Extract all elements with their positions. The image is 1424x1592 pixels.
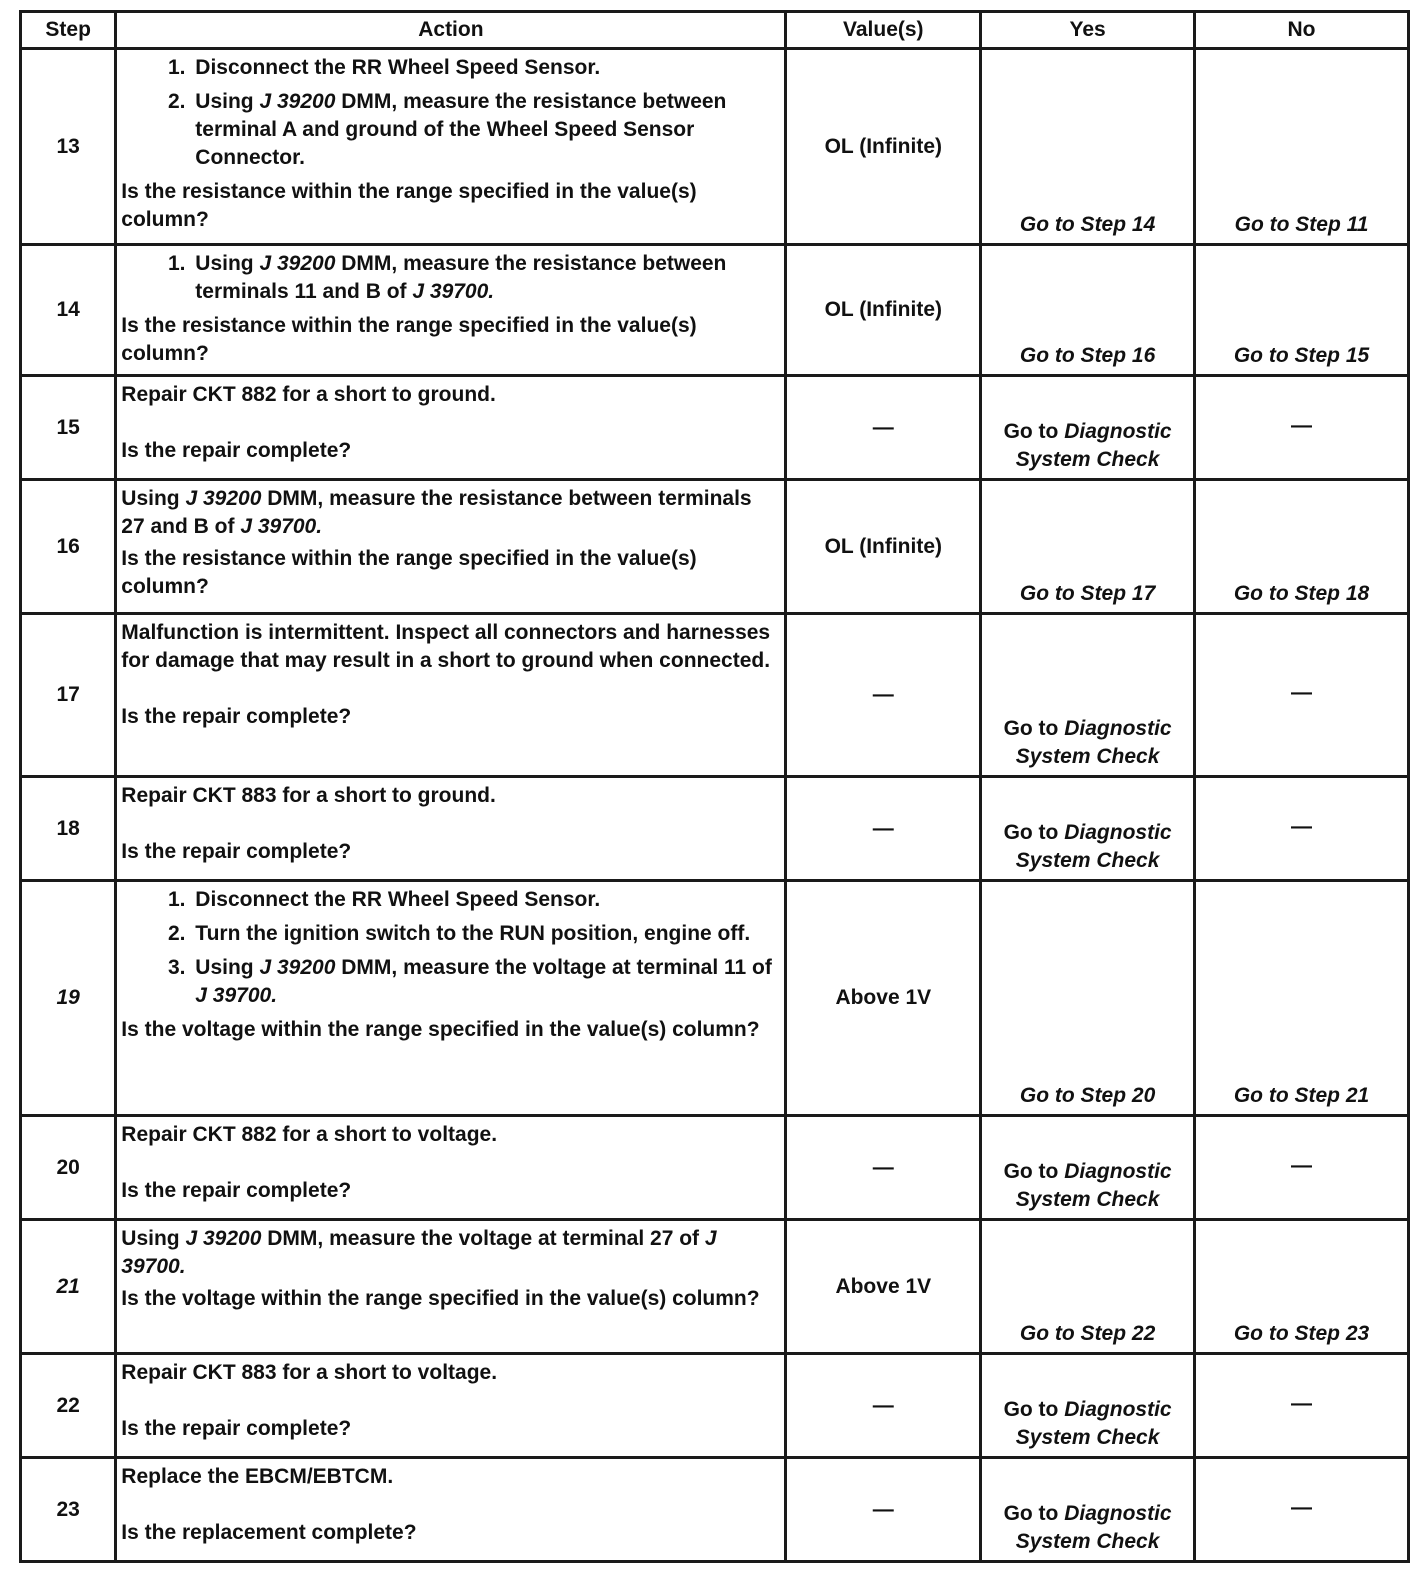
tool-ref: J 39700. — [240, 515, 323, 538]
yes-cell: Go to Diagnostic System Check — [981, 777, 1195, 881]
question: Is the resistance within the range specified in the value(s) column? — [121, 180, 697, 231]
header-yes: Yes — [981, 12, 1195, 49]
action-cell — [116, 1354, 786, 1458]
action-cell — [116, 1116, 786, 1220]
value-cell: — — [786, 376, 981, 480]
no-cell: — — [1195, 777, 1409, 881]
table-row — [21, 480, 1409, 614]
action-cell — [116, 376, 786, 480]
table-row — [21, 245, 1409, 376]
tool-ref: J 39200 — [259, 252, 336, 275]
action-step: 2. Turn the ignition switch to the RUN position, engine off. — [191, 920, 778, 948]
diagnostic-table — [19, 10, 1410, 1563]
question: Is the voltage within the range specified in the value(s) column? — [121, 1287, 760, 1310]
value-cell: — — [786, 614, 981, 777]
value-cell: — — [786, 1116, 981, 1220]
question: Is the repair complete? — [121, 439, 352, 462]
action-step: 1. Disconnect the RR Wheel Speed Sensor. — [191, 886, 778, 914]
value-cell: OL (Infinite) — [786, 245, 981, 376]
diag-check-link: Diagnostic System Check — [1015, 420, 1172, 471]
step-number: 23 — [21, 1458, 116, 1562]
action-text: Repair CKT 883 for a short to ground. — [121, 784, 496, 807]
table-row — [21, 777, 1409, 881]
value-cell: Above 1V — [786, 1220, 981, 1354]
no-cell: — — [1195, 1354, 1409, 1458]
step-number: 22 — [21, 1354, 116, 1458]
value-cell: — — [786, 1458, 981, 1562]
action-steps — [121, 886, 778, 1010]
tool-ref: J 39200 — [259, 956, 336, 979]
action-cell — [116, 480, 786, 614]
step-number: 18 — [21, 777, 116, 881]
yes-cell: Go to Step 17 — [981, 480, 1195, 614]
header-step: Step — [21, 12, 116, 49]
value-cell: OL (Infinite) — [786, 49, 981, 245]
step-number: 16 — [21, 480, 116, 614]
action-cell — [116, 49, 786, 245]
action-cell — [116, 881, 786, 1116]
table-row — [21, 614, 1409, 777]
no-cell: — — [1195, 376, 1409, 480]
no-cell: — — [1195, 1458, 1409, 1562]
value-cell: — — [786, 777, 981, 881]
diag-check-link: Diagnostic System Check — [1015, 717, 1172, 768]
value-cell: OL (Infinite) — [786, 480, 981, 614]
diag-check-link: Diagnostic System Check — [1015, 1160, 1172, 1211]
action-cell — [116, 777, 786, 881]
tool-ref: J 39700. — [195, 984, 278, 1007]
diag-check-link: Diagnostic System Check — [1015, 1502, 1172, 1553]
yes-cell: Go to Diagnostic System Check — [981, 1458, 1195, 1562]
yes-cell: Go to Diagnostic System Check — [981, 1116, 1195, 1220]
diag-check-link: Diagnostic System Check — [1015, 1398, 1172, 1449]
table-row — [21, 1354, 1409, 1458]
action-cell — [116, 614, 786, 777]
tool-ref: J 39200 — [259, 90, 336, 113]
value-cell: Above 1V — [786, 881, 981, 1116]
yes-cell: Go to Step 20 — [981, 881, 1195, 1116]
step-number: 20 — [21, 1116, 116, 1220]
header-values: Value(s) — [786, 12, 981, 49]
table-row — [21, 49, 1409, 245]
step-number: 15 — [21, 376, 116, 480]
action-step: 2. Using J 39200 DMM, measure the resistance between terminal A and ground of the Wheel Speed Sensor Connector. — [191, 88, 778, 172]
yes-cell: Go to Diagnostic System Check — [981, 376, 1195, 480]
action-steps — [121, 250, 778, 306]
yes-cell: Go to Diagnostic System Check — [981, 1354, 1195, 1458]
header-row — [21, 12, 1409, 49]
value-cell: — — [786, 1354, 981, 1458]
action-text: Malfunction is intermittent. Inspect all connectors and harnesses for damage that may result in a short to ground when connected. — [121, 621, 771, 672]
question: Is the repair complete? — [121, 1417, 352, 1440]
action-cell — [116, 245, 786, 376]
step-number: 19 — [21, 881, 116, 1116]
no-cell: Go to Step 18 — [1195, 480, 1409, 614]
action-cell — [116, 1220, 786, 1354]
table-row — [21, 1220, 1409, 1354]
question: Is the repair complete? — [121, 840, 352, 863]
table-row — [21, 1116, 1409, 1220]
step-number: 21 — [21, 1220, 116, 1354]
action-step: 3. Using J 39200 DMM, measure the voltage at terminal 11 of J 39700. — [191, 954, 778, 1010]
yes-cell: Go to Step 22 — [981, 1220, 1195, 1354]
table-row — [21, 1458, 1409, 1562]
action-cell — [116, 1458, 786, 1562]
question: Is the repair complete? — [121, 1179, 352, 1202]
tool-ref: J 39700. — [412, 280, 495, 303]
question: Is the repair complete? — [121, 705, 352, 728]
tool-ref: J 39200 — [185, 1227, 262, 1250]
action-text: Replace the EBCM/EBTCM. — [121, 1465, 394, 1488]
yes-cell: Go to Step 16 — [981, 245, 1195, 376]
diag-check-link: Diagnostic System Check — [1015, 821, 1172, 872]
tool-ref: J 39200 — [185, 487, 262, 510]
action-text: Using J 39200 DMM, measure the resistance between terminals 27 and B of J 39700. — [121, 487, 752, 538]
action-step: 1. Using J 39200 DMM, measure the resistance between terminals 11 and B of J 39700. — [191, 250, 778, 306]
no-cell: — — [1195, 1116, 1409, 1220]
question: Is the resistance within the range specified in the value(s) column? — [121, 547, 697, 598]
tool-ref: J 39700. — [121, 1227, 717, 1278]
action-steps — [121, 54, 778, 172]
action-text: Repair CKT 883 for a short to voltage. — [121, 1361, 498, 1384]
question: Is the replacement complete? — [121, 1521, 417, 1544]
table-row — [21, 376, 1409, 480]
step-number: 13 — [21, 49, 116, 245]
no-cell: Go to Step 23 — [1195, 1220, 1409, 1354]
yes-cell: Go to Diagnostic System Check — [981, 614, 1195, 777]
action-text: Repair CKT 882 for a short to ground. — [121, 383, 496, 406]
table-row — [21, 881, 1409, 1116]
header-action: Action — [116, 12, 786, 49]
step-number: 17 — [21, 614, 116, 777]
question: Is the resistance within the range specified in the value(s) column? — [121, 314, 697, 365]
no-cell: Go to Step 21 — [1195, 881, 1409, 1116]
action-step: 1. Disconnect the RR Wheel Speed Sensor. — [191, 54, 778, 82]
action-text: Repair CKT 882 for a short to voltage. — [121, 1123, 498, 1146]
action-text: Using J 39200 DMM, measure the voltage at terminal 27 of J 39700. — [121, 1227, 717, 1278]
no-cell: Go to Step 15 — [1195, 245, 1409, 376]
no-cell: — — [1195, 614, 1409, 777]
no-cell: Go to Step 11 — [1195, 49, 1409, 245]
question: Is the voltage within the range specified in the value(s) column? — [121, 1018, 760, 1041]
step-number: 14 — [21, 245, 116, 376]
header-no: No — [1195, 12, 1409, 49]
yes-cell: Go to Step 14 — [981, 49, 1195, 245]
